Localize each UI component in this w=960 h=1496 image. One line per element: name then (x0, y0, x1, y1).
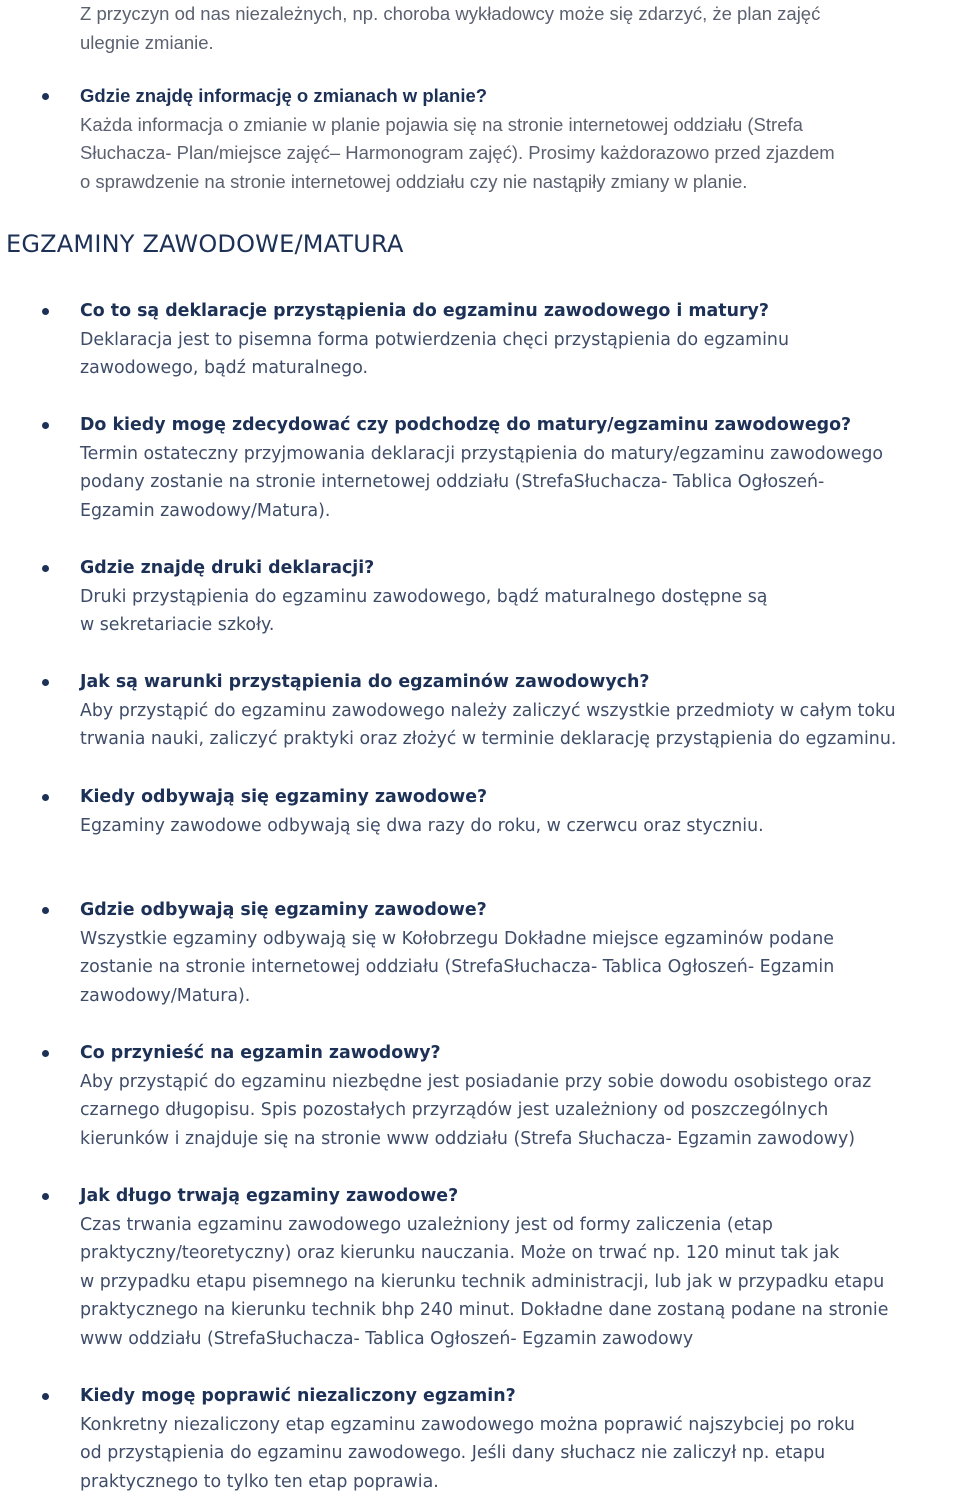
faq-answer-line: Egzaminy zawodowe odbywają się dwa razy do roku, w czerwcu oraz styczniu. (80, 815, 764, 836)
faq-answer-line: praktyczny/teoretyczny) oraz kierunku nauczania. Może on trwać np. 120 minut tak jak (80, 1243, 840, 1264)
faq-answer-line: w przypadku etapu pisemnego na kierunku technik administracji, lub jak w przypadku etapu (80, 1271, 885, 1292)
bullet-icon (42, 308, 49, 315)
faq-question: Gdzie znajdę druki deklaracji? (80, 558, 375, 578)
faq-answer-line: zawodowy/Matura). (80, 985, 251, 1006)
faq-answer-line: praktycznego to tylko ten etap poprawia. (80, 1471, 439, 1492)
faq-answer-line: Każda informacja o zmianie w planie pojawia się na stronie internetowej oddziału (Strefa (80, 113, 803, 135)
faq-answer-line: Czas trwania egzaminu zawodowego uzależniony jest od formy zaliczenia (etap (80, 1214, 773, 1235)
faq-item (80, 554, 950, 640)
faq-question: Jak są warunki przystąpienia do egzaminów zawodowych? (80, 672, 650, 692)
faq-answer-line: w sekretariacie szkoły. (80, 615, 275, 636)
faq-answer-line: Słuchacza- Plan/miejsce zajęć– Harmonogram zajęć). Prosimy każdorazowo przed zjazdem (80, 142, 835, 164)
bullet-icon (42, 1050, 49, 1057)
faq-question: Gdzie odbywają się egzaminy zawodowe? (80, 900, 487, 920)
bullet-icon (42, 1193, 49, 1200)
intro-line: ulegnie zmianie. (80, 31, 214, 53)
faq-answer-line: o sprawdzenie na stronie internetowej oddziału czy nie nastąpiły zmiany w planie. (80, 170, 748, 192)
faq-item (80, 1382, 950, 1496)
bullet-icon (42, 679, 49, 686)
faq-item (80, 411, 950, 525)
faq-question: Kiedy odbywają się egzaminy zawodowe? (80, 787, 488, 807)
faq-question: Kiedy mogę poprawić niezaliczony egzamin? (80, 1386, 516, 1406)
faq-question: Gdzie znajdę informację o zmianach w planie? (80, 85, 488, 106)
bullet-icon (42, 422, 49, 429)
bullet-icon (42, 907, 49, 914)
faq-item (80, 1182, 950, 1354)
faq-question: Co to są deklaracje przystąpienia do egzaminu zawodowego i matury? (80, 301, 769, 321)
faq-answer-line: kierunków i znajduje się na stronie www oddziału (Strefa Słuchacza- Egzamin zawodowy) (80, 1128, 856, 1149)
faq-question: Co przynieść na egzamin zawodowy? (80, 1043, 441, 1063)
faq-item (80, 783, 950, 840)
faq-answer-line: praktycznego na kierunku technik bhp 240 minut. Dokładne dane zostaną podane na stronie (80, 1300, 889, 1321)
faq-answer-line: zostanie na stronie internetowej oddziału (StrefaSłuchacza- Tablica Ogłoszeń- Egzamin (80, 957, 835, 978)
faq-answer-line: Aby przystąpić do egzaminu zawodowego należy zaliczyć wszystkie przedmioty w całym toku (80, 700, 896, 721)
faq-item-schedule (80, 82, 950, 196)
faq-answer-line: Deklaracja jest to pisemna forma potwierdzenia chęci przystąpienia do egzaminu (80, 329, 789, 350)
faq-item (80, 297, 950, 383)
bullet-icon (42, 1393, 49, 1400)
faq-answer-line: czarnego długopisu. Spis pozostałych przyrządów jest uzależniony od poszczególnych (80, 1100, 829, 1121)
faq-answer-line: Termin ostateczny przyjmowania deklaracji przystąpienia do matury/egzaminu zawodowego (80, 443, 884, 464)
faq-item (80, 896, 950, 1010)
faq-answer-line: zawodowego, bądź maturalnego. (80, 358, 369, 379)
intro-paragraph (80, 0, 950, 57)
faq-answer-line: Aby przystąpić do egzaminu niezbędne jest posiadanie przy sobie dowodu osobistego oraz (80, 1071, 872, 1092)
bullet-icon (42, 794, 49, 801)
faq-answer-line: Druki przystąpienia do egzaminu zawodowego, bądź maturalnego dostępne są (80, 586, 768, 607)
faq-answer-line: Wszystkie egzaminy odbywają się w Kołobrzegu Dokładne miejsce egzaminów podane (80, 928, 834, 949)
faq-answer-line: podany zostanie na stronie internetowej oddziału (StrefaSłuchacza- Tablica Ogłoszeń- (80, 472, 825, 493)
bullet-icon (42, 93, 49, 100)
faq-item (80, 1039, 950, 1153)
faq-answer-line: trwania nauki, zaliczyć praktyki oraz złożyć w terminie deklarację przystąpienia do egzaminu. (80, 729, 897, 750)
faq-answer-line: www oddziału (StrefaSłuchacza- Tablica Ogłoszeń- Egzamin zawodowy (80, 1328, 694, 1349)
faq-question: Do kiedy mogę zdecydować czy podchodzę do matury/egzaminu zawodowego? (80, 415, 852, 435)
section-heading: EGZAMINY ZAWODOWE/MATURA (6, 230, 404, 258)
intro-line: Z przyczyn od nas niezależnych, np. choroba wykładowcy może się zdarzyć, że plan zajęć (80, 3, 821, 24)
faq-answer-line: Konkretny niezaliczony etap egzaminu zawodowego można poprawić najszybciej po roku (80, 1414, 855, 1435)
faq-item (80, 668, 950, 754)
bullet-icon (42, 565, 49, 572)
faq-answer-line: Egzamin zawodowy/Matura). (80, 500, 331, 521)
faq-answer-line: od przystąpienia do egzaminu zawodowego. Jeśli dany słuchacz nie zaliczył np. etapu (80, 1443, 826, 1464)
faq-question: Jak długo trwają egzaminy zawodowe? (80, 1186, 459, 1206)
